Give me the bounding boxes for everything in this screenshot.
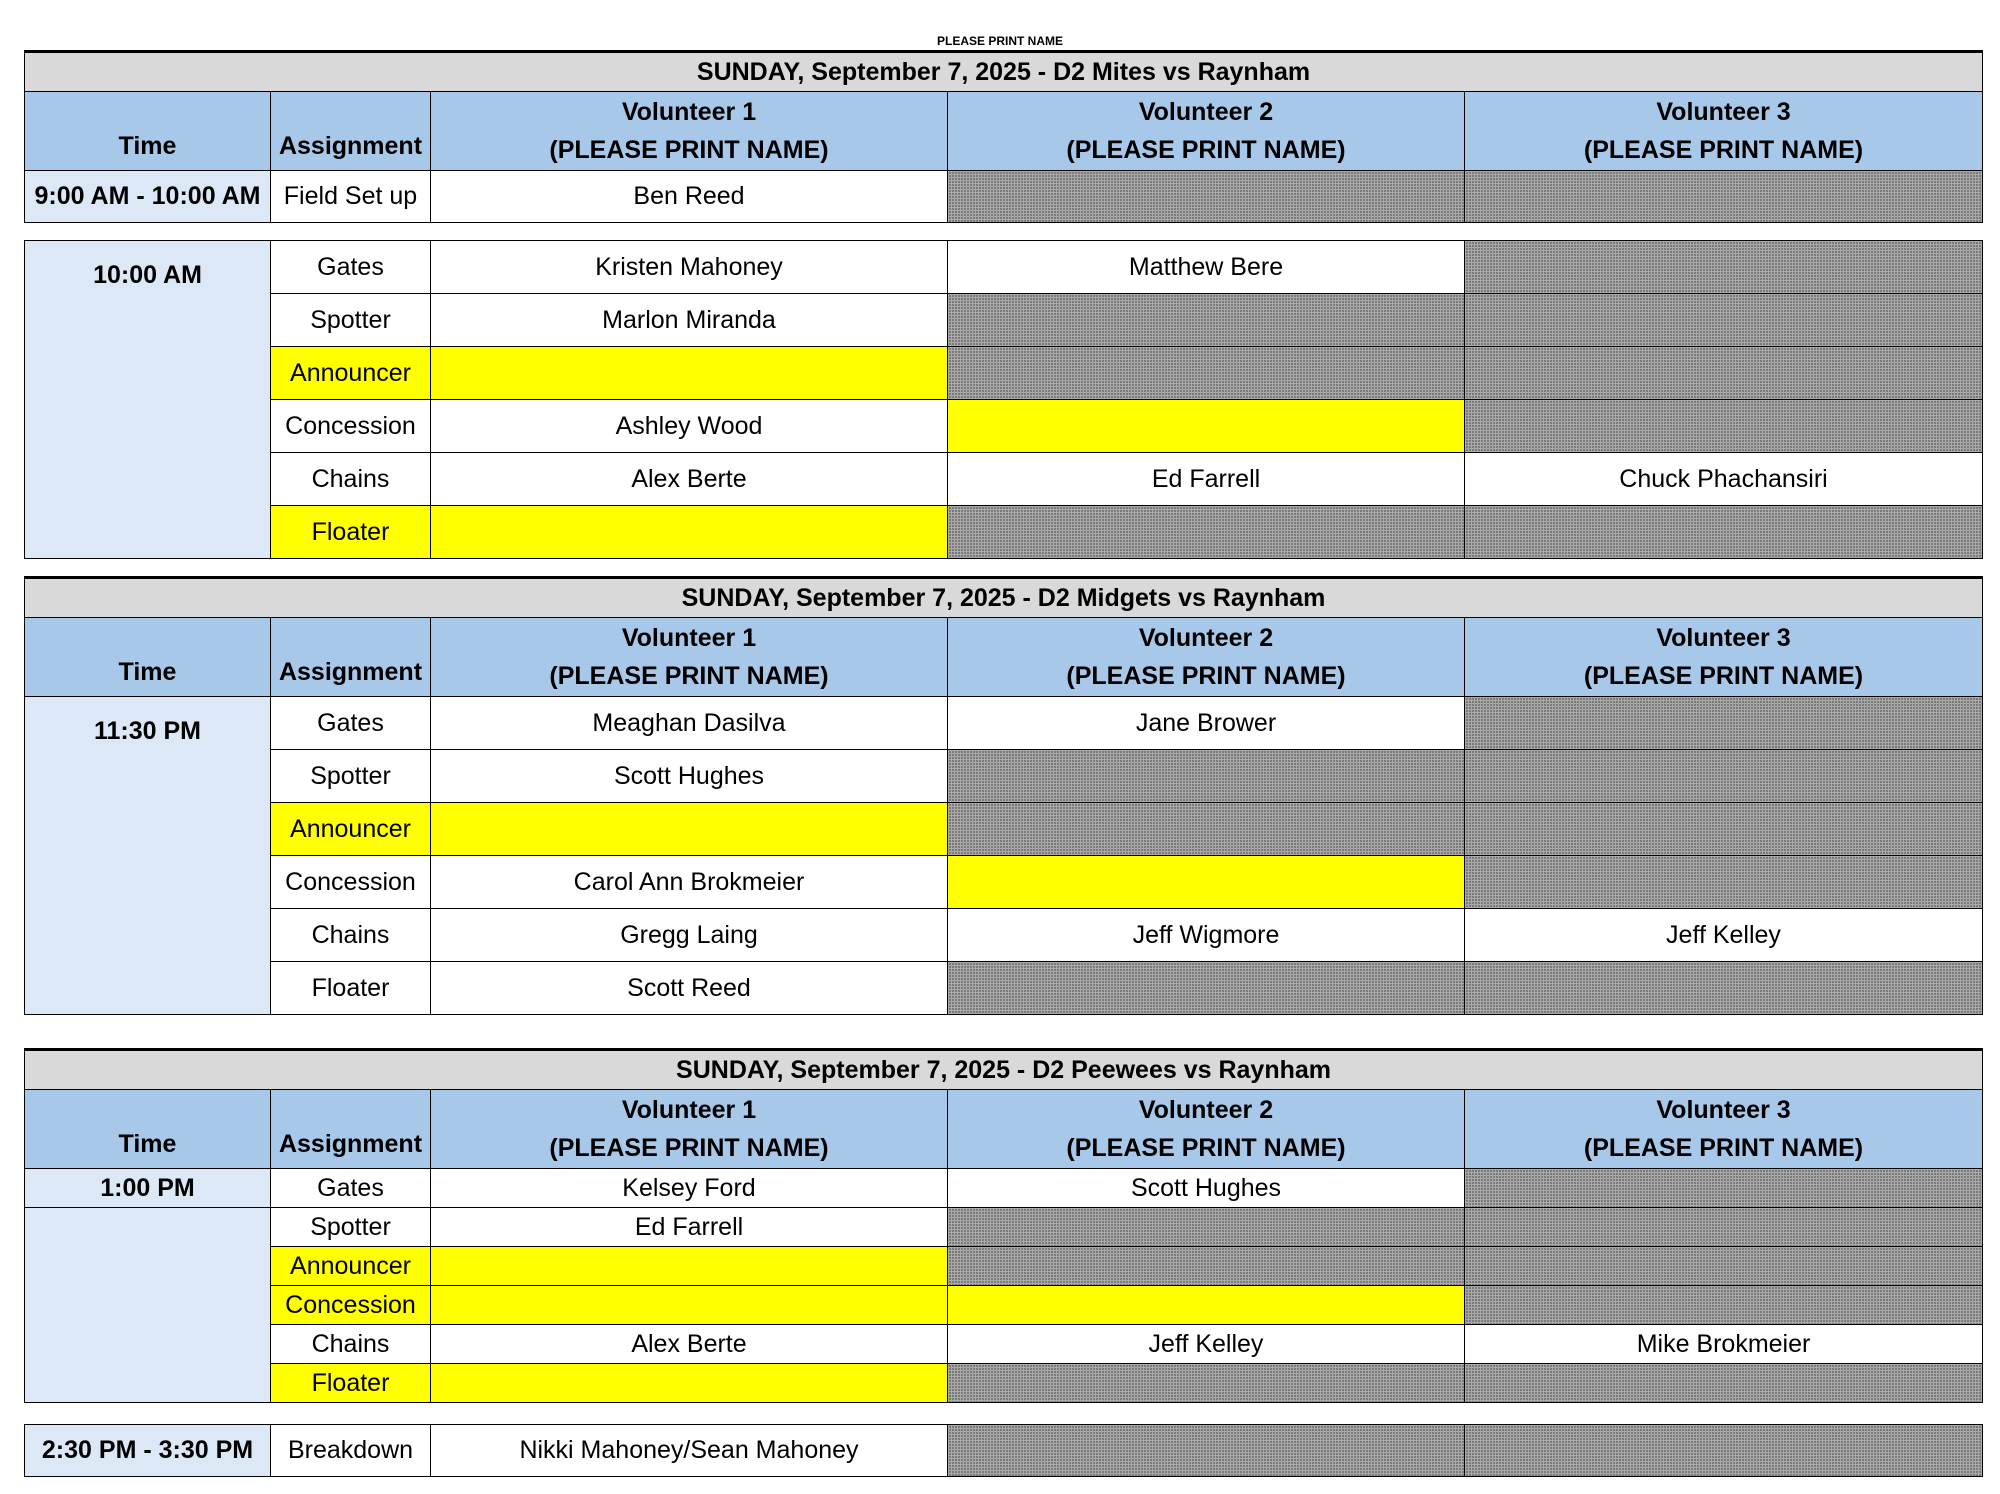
volunteer-2-cell[interactable]: Jane Brower (948, 697, 1465, 750)
time-cell: 1:00 PM (25, 1169, 271, 1208)
assignment-cell: Chains (271, 909, 431, 962)
volunteer-needed-cell[interactable] (431, 803, 948, 856)
volunteer-2-cell[interactable]: Matthew Bere (948, 241, 1465, 294)
assignment-header: Assignment (271, 618, 431, 697)
table-row (25, 1208, 1983, 1247)
unavailable-cell (1465, 803, 1983, 856)
unavailable-cell (1465, 400, 1983, 453)
table-row (25, 962, 1983, 1015)
assignment-cell: Concession (271, 1286, 431, 1325)
volunteer-1-cell[interactable]: Carol Ann Brokmeier (431, 856, 948, 909)
unavailable-cell (948, 1208, 1465, 1247)
volunteer-needed-cell[interactable] (431, 1286, 948, 1325)
volunteer-needed-cell[interactable] (431, 1247, 948, 1286)
table-row (25, 750, 1983, 803)
assignment-header: Assignment (271, 1090, 431, 1169)
table-row (25, 803, 1983, 856)
table-row (25, 909, 1983, 962)
volunteer-needed-cell[interactable] (948, 856, 1465, 909)
schedule-table-mites-shifts (24, 240, 1983, 559)
table-row (25, 506, 1983, 559)
volunteer-2-header: Volunteer 2 (PLEASE PRINT NAME) (948, 92, 1465, 171)
table-row (25, 1247, 1983, 1286)
unavailable-cell (1465, 1247, 1983, 1286)
unavailable-cell (948, 506, 1465, 559)
assignment-cell: Announcer (271, 803, 431, 856)
table-row (25, 1286, 1983, 1325)
assignment-cell: Gates (271, 697, 431, 750)
volunteer-2-header: Volunteer 2 (PLEASE PRINT NAME) (948, 618, 1465, 697)
volunteer-2-cell[interactable]: Jeff Wigmore (948, 909, 1465, 962)
time-cell-blank (25, 1208, 271, 1403)
table-row (25, 856, 1983, 909)
volunteer-1-cell[interactable]: Kristen Mahoney (431, 241, 948, 294)
unavailable-cell (1465, 347, 1983, 400)
volunteer-3-cell[interactable]: Mike Brokmeier (1465, 1325, 1983, 1364)
time-header: Time (25, 618, 271, 697)
volunteer-1-cell[interactable]: Ashley Wood (431, 400, 948, 453)
unavailable-cell (1465, 750, 1983, 803)
time-header: Time (25, 1090, 271, 1169)
unavailable-cell (1465, 294, 1983, 347)
volunteer-3-cell[interactable]: Chuck Phachansiri (1465, 453, 1983, 506)
unavailable-cell (1465, 1286, 1983, 1325)
volunteer-1-cell[interactable]: Nikki Mahoney/Sean Mahoney (431, 1425, 948, 1477)
assignment-cell: Chains (271, 1325, 431, 1364)
table-row (25, 1364, 1983, 1403)
unavailable-cell (1465, 1208, 1983, 1247)
unavailable-cell (948, 750, 1465, 803)
unavailable-cell (1465, 241, 1983, 294)
unavailable-cell (1465, 856, 1983, 909)
unavailable-cell (948, 1247, 1465, 1286)
assignment-cell: Announcer (271, 1247, 431, 1286)
volunteer-1-cell[interactable]: Marlon Miranda (431, 294, 948, 347)
volunteer-1-cell[interactable]: Scott Reed (431, 962, 948, 1015)
assignment-cell: Chains (271, 453, 431, 506)
unavailable-cell (948, 962, 1465, 1015)
assignment-cell: Breakdown (271, 1425, 431, 1477)
volunteer-1-header: Volunteer 1 (PLEASE PRINT NAME) (431, 1090, 948, 1169)
assignment-header: Assignment (271, 92, 431, 171)
volunteer-1-cell[interactable]: Gregg Laing (431, 909, 948, 962)
section-title: SUNDAY, September 7, 2025 - D2 Mites vs Raynham (25, 52, 1983, 92)
assignment-cell: Concession (271, 400, 431, 453)
assignment-cell: Floater (271, 506, 431, 559)
unavailable-cell (948, 294, 1465, 347)
unavailable-cell (1465, 962, 1983, 1015)
print-name-note: PLEASE PRINT NAME (936, 34, 1063, 48)
schedule-table-mites (24, 50, 1983, 223)
assignment-cell: Concession (271, 856, 431, 909)
schedule-table-midgets (24, 576, 1983, 1015)
volunteer-1-cell[interactable]: Kelsey Ford (431, 1169, 948, 1208)
volunteer-3-header: Volunteer 3 (PLEASE PRINT NAME) (1465, 618, 1983, 697)
volunteer-2-header: Volunteer 2 (PLEASE PRINT NAME) (948, 1090, 1465, 1169)
assignment-cell: Spotter (271, 750, 431, 803)
assignment-cell: Spotter (271, 1208, 431, 1247)
table-row (25, 294, 1983, 347)
volunteer-1-cell[interactable]: Alex Berte (431, 453, 948, 506)
volunteer-needed-cell[interactable] (431, 1364, 948, 1403)
volunteer-1-cell[interactable]: Alex Berte (431, 1325, 948, 1364)
table-row (25, 171, 1983, 223)
assignment-cell: Gates (271, 241, 431, 294)
volunteer-1-cell[interactable]: Meaghan Dasilva (431, 697, 948, 750)
schedule-table-breakdown (24, 1424, 1983, 1477)
table-row (25, 1425, 1983, 1477)
unavailable-cell (948, 171, 1465, 223)
time-header: Time (25, 92, 271, 171)
time-cell: 11:30 PM (25, 697, 271, 1015)
volunteer-3-cell[interactable]: Jeff Kelley (1465, 909, 1983, 962)
table-row (25, 241, 1983, 294)
table-row (25, 347, 1983, 400)
schedule-table-peewees (24, 1048, 1983, 1403)
table-row (25, 453, 1983, 506)
unavailable-cell (1465, 1425, 1983, 1477)
unavailable-cell (1465, 697, 1983, 750)
unavailable-cell (948, 1425, 1465, 1477)
assignment-cell: Spotter (271, 294, 431, 347)
assignment-cell: Floater (271, 962, 431, 1015)
unavailable-cell (1465, 171, 1983, 223)
volunteer-1-cell[interactable]: Ben Reed (431, 171, 948, 223)
section-title: SUNDAY, September 7, 2025 - D2 Midgets vs Raynham (25, 578, 1983, 618)
volunteer-2-cell[interactable]: Ed Farrell (948, 453, 1465, 506)
volunteer-1-header: Volunteer 1 (PLEASE PRINT NAME) (431, 92, 948, 171)
volunteer-needed-cell[interactable] (948, 1286, 1465, 1325)
time-cell: 10:00 AM (25, 241, 271, 559)
table-row (25, 400, 1983, 453)
assignment-cell: Floater (271, 1364, 431, 1403)
assignment-cell: Announcer (271, 347, 431, 400)
volunteer-1-cell[interactable]: Scott Hughes (431, 750, 948, 803)
volunteer-needed-cell[interactable] (431, 347, 948, 400)
volunteer-3-header: Volunteer 3 (PLEASE PRINT NAME) (1465, 1090, 1983, 1169)
volunteer-needed-cell[interactable] (948, 400, 1465, 453)
volunteer-1-header: Volunteer 1 (PLEASE PRINT NAME) (431, 618, 948, 697)
unavailable-cell (1465, 506, 1983, 559)
unavailable-cell (1465, 1364, 1983, 1403)
volunteer-2-cell[interactable]: Jeff Kelley (948, 1325, 1465, 1364)
section-title: SUNDAY, September 7, 2025 - D2 Peewees vs Raynham (25, 1050, 1983, 1090)
volunteer-2-cell[interactable]: Scott Hughes (948, 1169, 1465, 1208)
time-cell: 9:00 AM - 10:00 AM (25, 171, 271, 223)
volunteer-3-header: Volunteer 3 (PLEASE PRINT NAME) (1465, 92, 1983, 171)
time-cell: 2:30 PM - 3:30 PM (25, 1425, 271, 1477)
unavailable-cell (1465, 1169, 1983, 1208)
volunteer-needed-cell[interactable] (431, 506, 948, 559)
assignment-cell: Gates (271, 1169, 431, 1208)
unavailable-cell (948, 1364, 1465, 1403)
table-row (25, 1169, 1983, 1208)
table-row (25, 697, 1983, 750)
table-row (25, 1325, 1983, 1364)
unavailable-cell (948, 803, 1465, 856)
unavailable-cell (948, 347, 1465, 400)
volunteer-1-cell[interactable]: Ed Farrell (431, 1208, 948, 1247)
assignment-cell: Field Set up (271, 171, 431, 223)
